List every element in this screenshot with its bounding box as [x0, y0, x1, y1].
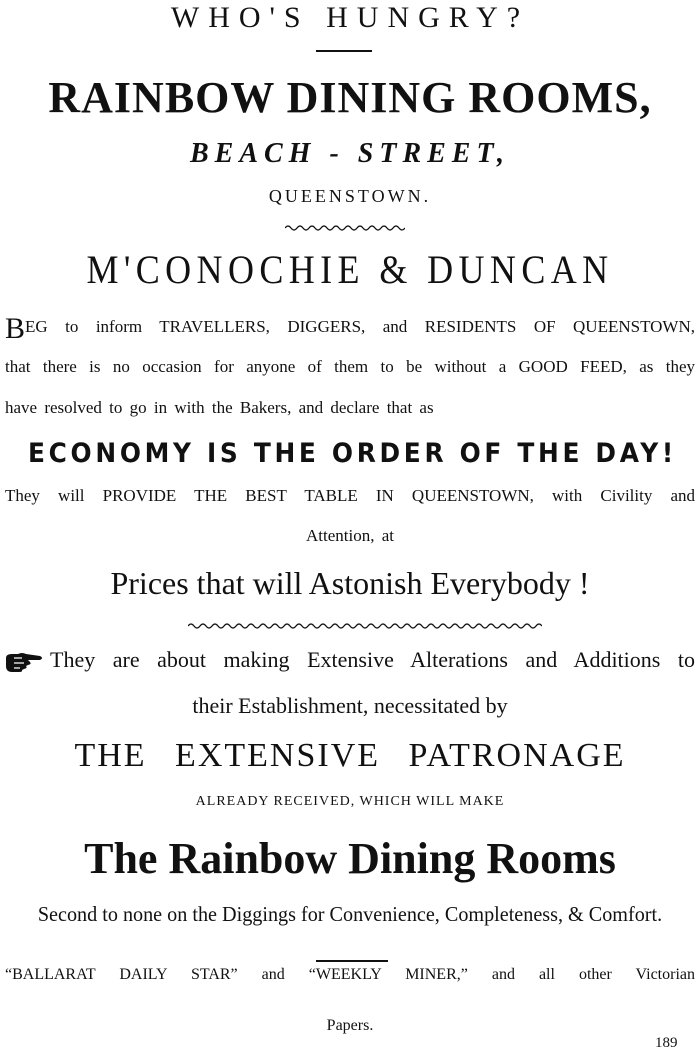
wavy-divider-small [285, 222, 405, 234]
papers-line-1: “BALLARAT DAILY STAR” and “WEEKLY MINER,” and all other Victorian [5, 966, 695, 983]
body-line-5: Attention, at [306, 526, 394, 545]
headline-whos-hungry: WHO'S HUNGRY? [170, 1, 530, 34]
establishment-line: their Establishment, necessitated by [192, 693, 508, 718]
economy-headline: ECONOMY IS THE ORDER OF THE DAY! [28, 438, 677, 469]
body-line-2: that there is no occasion for anyone of them to be without a GOOD FEED, as they [5, 357, 695, 376]
body-line-1-text: EG to inform TRAVELLERS, DIGGERS, and RESIDENTS OF QUEENSTOWN, [25, 317, 695, 336]
rainbow-dining-rooms-headline: The Rainbow Dining Rooms [84, 834, 616, 883]
proprietors-name: M'CONOCHIE & DUNCAN [86, 247, 614, 292]
prices-headline: Prices that will Astonish Everybody ! [110, 565, 590, 601]
already-received-line: ALREADY RECEIVED, WHICH WILL MAKE [195, 794, 505, 809]
body-line-1 [5, 307, 695, 349]
town-name: QUEENSTOWN. [268, 186, 432, 206]
business-name: RAINBOW DINING ROOMS, [48, 73, 652, 122]
alterations-line [50, 644, 695, 676]
body-line-4: They will PROVIDE THE BEST TABLE IN QUEENSTOWN, with Civility and [5, 486, 695, 505]
body-line-3: have resolved to go in with the Bakers, and declare that as [5, 398, 434, 417]
pointing-hand-icon [4, 650, 44, 674]
patronage-headline: THE EXTENSIVE PATRONAGE [74, 737, 626, 774]
alterations-text: They are about making Extensive Alterations and Additions to [50, 647, 695, 672]
drop-initial: B [5, 312, 26, 345]
papers-line-2: Papers. [326, 1017, 374, 1034]
second-to-none-line: Second to none on the Diggings for Convenience, Completeness, & Comfort. [37, 902, 663, 926]
wavy-divider-large [188, 620, 542, 632]
street-name: BEACH - STREET, [189, 138, 511, 169]
rule-divider-top [316, 50, 372, 52]
page-number: 189 [655, 1035, 678, 1051]
